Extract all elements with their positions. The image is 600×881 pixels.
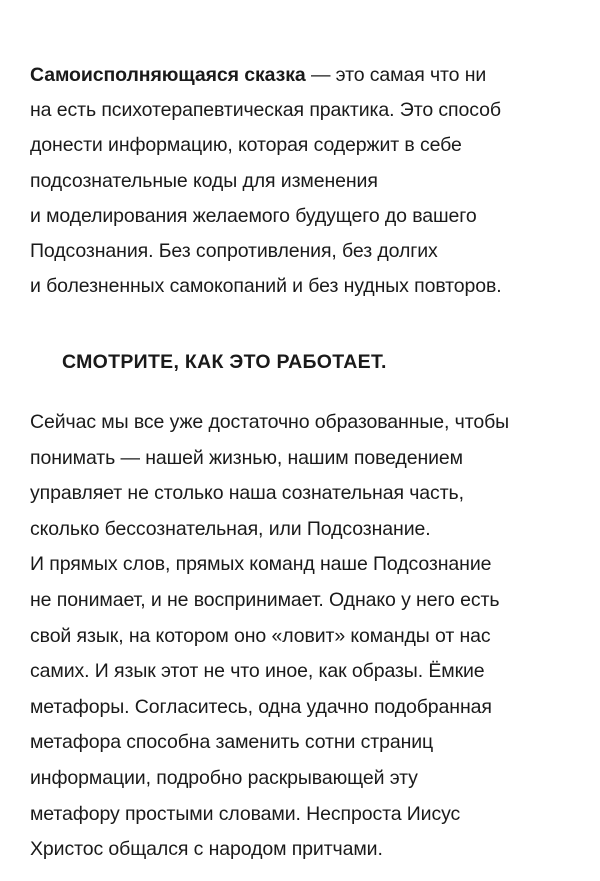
- paragraph-intro-line-7: и болезненных самокопаний и без нудных повторов.: [30, 275, 502, 298]
- paragraph-main-line-1: Сейчас мы все уже достаточно образованные, чтобы: [30, 411, 510, 433]
- paragraph-main-line-8: самих. И язык этот не что иное, как образы. Ёмкие: [30, 660, 485, 683]
- paragraph-main-line-11: информации, подробно раскрывающей эту: [30, 766, 418, 789]
- paragraph-intro-line-1: [30, 58, 590, 93]
- section-heading: СМОТРИТЕ, КАК ЭТО РАБОТАЕТ.: [62, 351, 387, 373]
- paragraph-intro-line-2: на есть психотерапевтическая практика. Это способ: [30, 99, 501, 122]
- paragraph-main-line-3: управляет не столько наша сознательная часть,: [30, 482, 464, 505]
- paragraph-main-line-4: сколько бессознательная, или Подсознание.: [30, 517, 431, 540]
- paragraph-main-line-9: метафоры. Согласитесь, одна удачно подобранная: [30, 695, 492, 718]
- paragraph-intro-line-4: подсознательные коды для изменения: [30, 169, 378, 192]
- paragraph-main-line-7: свой язык, на котором оно «ловит» команды от нас: [30, 624, 491, 647]
- paragraph-intro-line-1-rest: — это самая что ни: [305, 64, 487, 86]
- paragraph-main-line-2: понимать — нашей жизнью, нашим поведением: [30, 446, 463, 469]
- paragraph-main-line-6: не понимает, и не воспринимает. Однако у него есть: [30, 588, 500, 611]
- paragraph-intro-line-3: донести информацию, которая содержит в себе: [30, 134, 462, 157]
- paragraph-main: [30, 405, 590, 868]
- paragraph-main-line-10: метафора способна заменить сотни страниц: [30, 731, 434, 754]
- term-bold: Самоисполняющаяся сказка: [30, 64, 306, 86]
- paragraph-intro: [30, 58, 590, 304]
- paragraph-main-line-5: И прямых слов, прямых команд наше Подсознание: [30, 553, 492, 576]
- paragraph-main-line-12: метафору простыми словами. Неспроста Иисус: [30, 802, 461, 825]
- paragraph-intro-line-6: Подсознания. Без сопротивления, без долгих: [30, 239, 438, 262]
- paragraph-main-line-13: Христос общался с народом притчами.: [30, 838, 383, 861]
- paragraph-intro-line-5: и моделирования желаемого будущего до вашего: [30, 204, 477, 227]
